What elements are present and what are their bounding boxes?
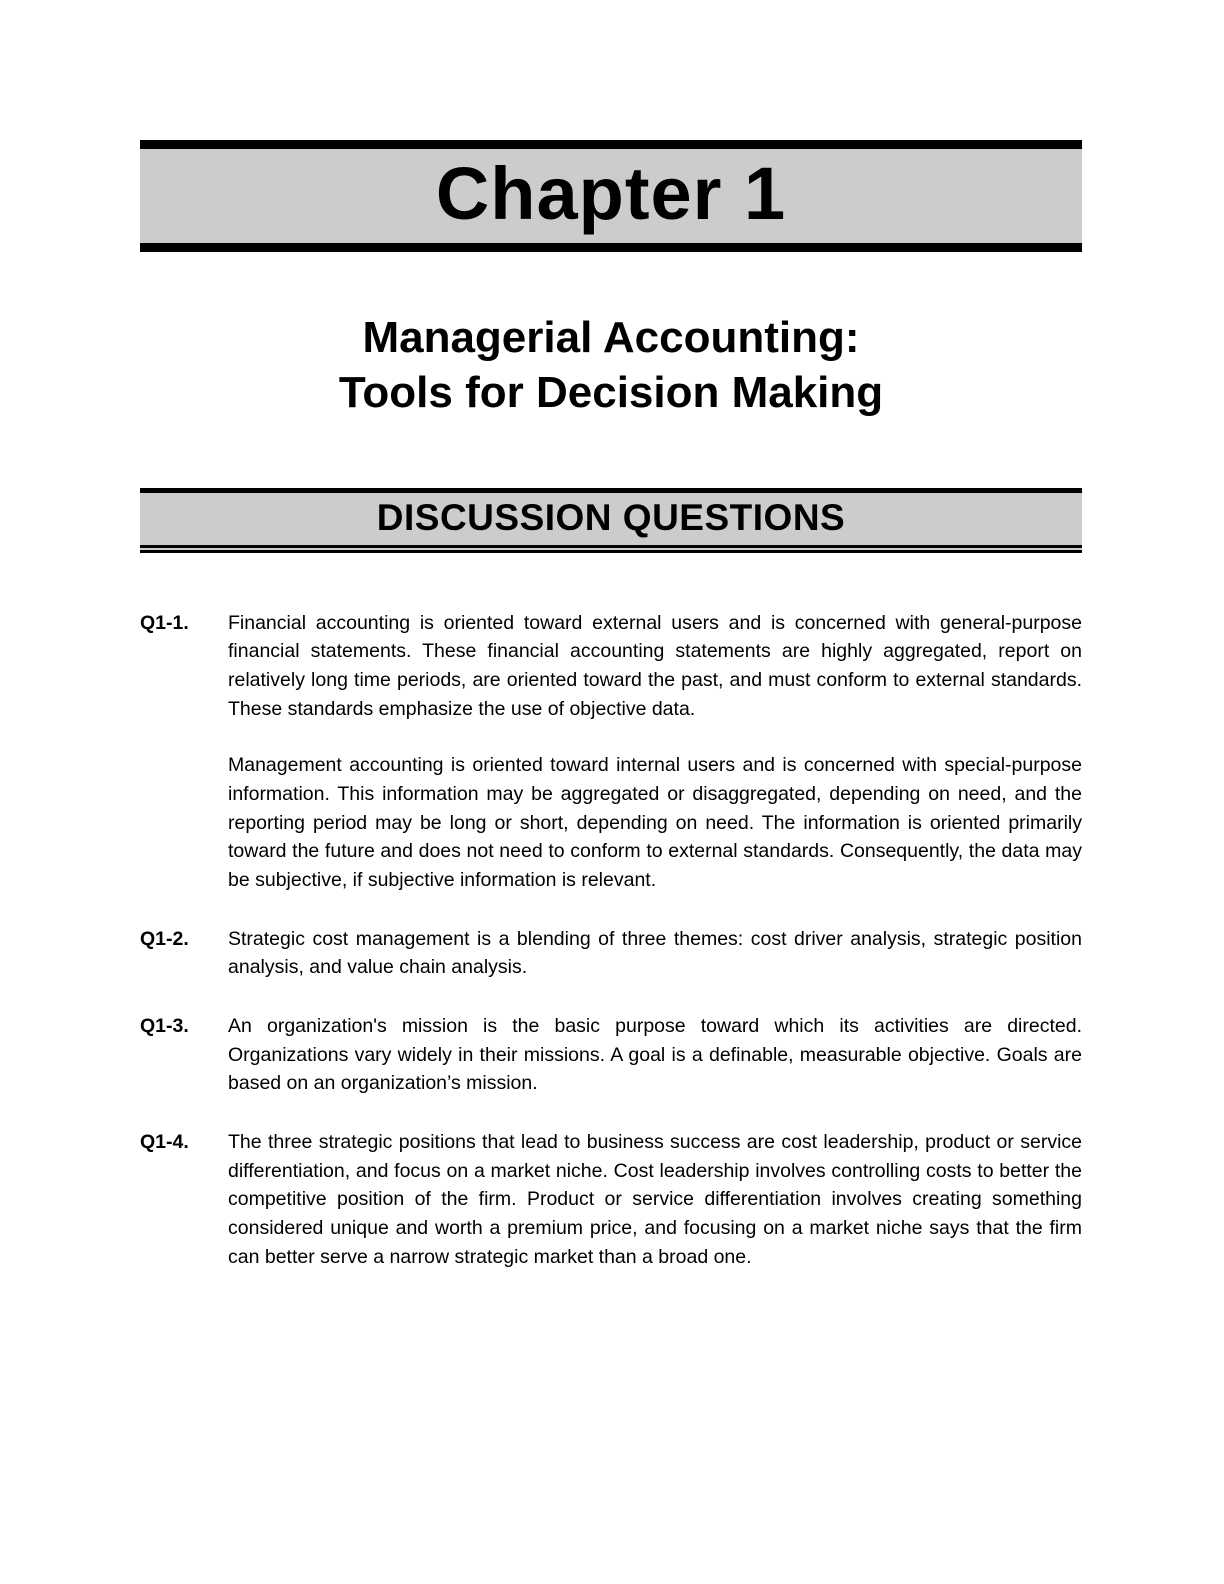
question-body xyxy=(228,925,1082,982)
question-q1-4 xyxy=(140,1128,1082,1271)
question-q1-3 xyxy=(140,1012,1082,1098)
question-paragraph: An organization's mission is the basic purpose toward which its activities are directed. Organizations vary widely in their missions. A goal is a definable, measurable objective. Goals are based on an organization’s mission. xyxy=(228,1014,1082,1095)
question-paragraph: Financial accounting is oriented toward external users and is concerned with general-purpose financial statements. These financial accounting statements are highly aggregated, report on relatively long time periods, are oriented toward the past, and must conform to external standards. These standards emphasize the use of objective data. xyxy=(228,611,1082,720)
question-label: Q1-4. xyxy=(140,1130,189,1153)
question-label: Q1-3. xyxy=(140,1014,189,1037)
chapter-banner xyxy=(140,140,1082,252)
question-paragraph: The three strategic positions that lead to business success are cost leadership, product or service differentiation, and focus on a market niche. Cost leadership involves controlling costs to better the competitive position of the firm. Product or service differentiation involves creating something considered unique and worth a premium price, and focusing on a market niche says that the firm can better serve a narrow strategic market than a broad one. xyxy=(228,1130,1082,1268)
main-title-line-2: Tools for Decision Making xyxy=(338,367,884,417)
question-paragraph: Strategic cost management is a blending of three themes: cost driver analysis, strategic position analysis, and value chain analysis. xyxy=(228,927,1082,979)
question-q1-1 xyxy=(140,609,1082,895)
main-title-line-1: Managerial Accounting: xyxy=(362,312,860,362)
question-label: Q1-1. xyxy=(140,611,189,634)
question-body xyxy=(228,609,1082,895)
questions-list xyxy=(140,609,1082,1271)
section-banner-title: DISCUSSION QUESTIONS xyxy=(376,496,846,538)
question-body xyxy=(228,1012,1082,1098)
main-title xyxy=(140,310,1082,420)
question-paragraph: Management accounting is oriented toward internal users and is concerned with special-purpose information. This information may be aggregated or disaggregated, depending on need, and the reporting period may be long or short, depending on need. The information is oriented primarily toward the future and does not need to conform to external standards. Consequently, the data may be subjective, if subjective information is relevant. xyxy=(228,754,1082,891)
chapter-title: Chapter 1 xyxy=(435,152,787,235)
question-body xyxy=(228,1128,1082,1271)
page-content xyxy=(140,0,1082,1301)
question-label: Q1-2. xyxy=(140,927,189,950)
question-q1-2 xyxy=(140,925,1082,982)
section-banner xyxy=(140,488,1082,553)
